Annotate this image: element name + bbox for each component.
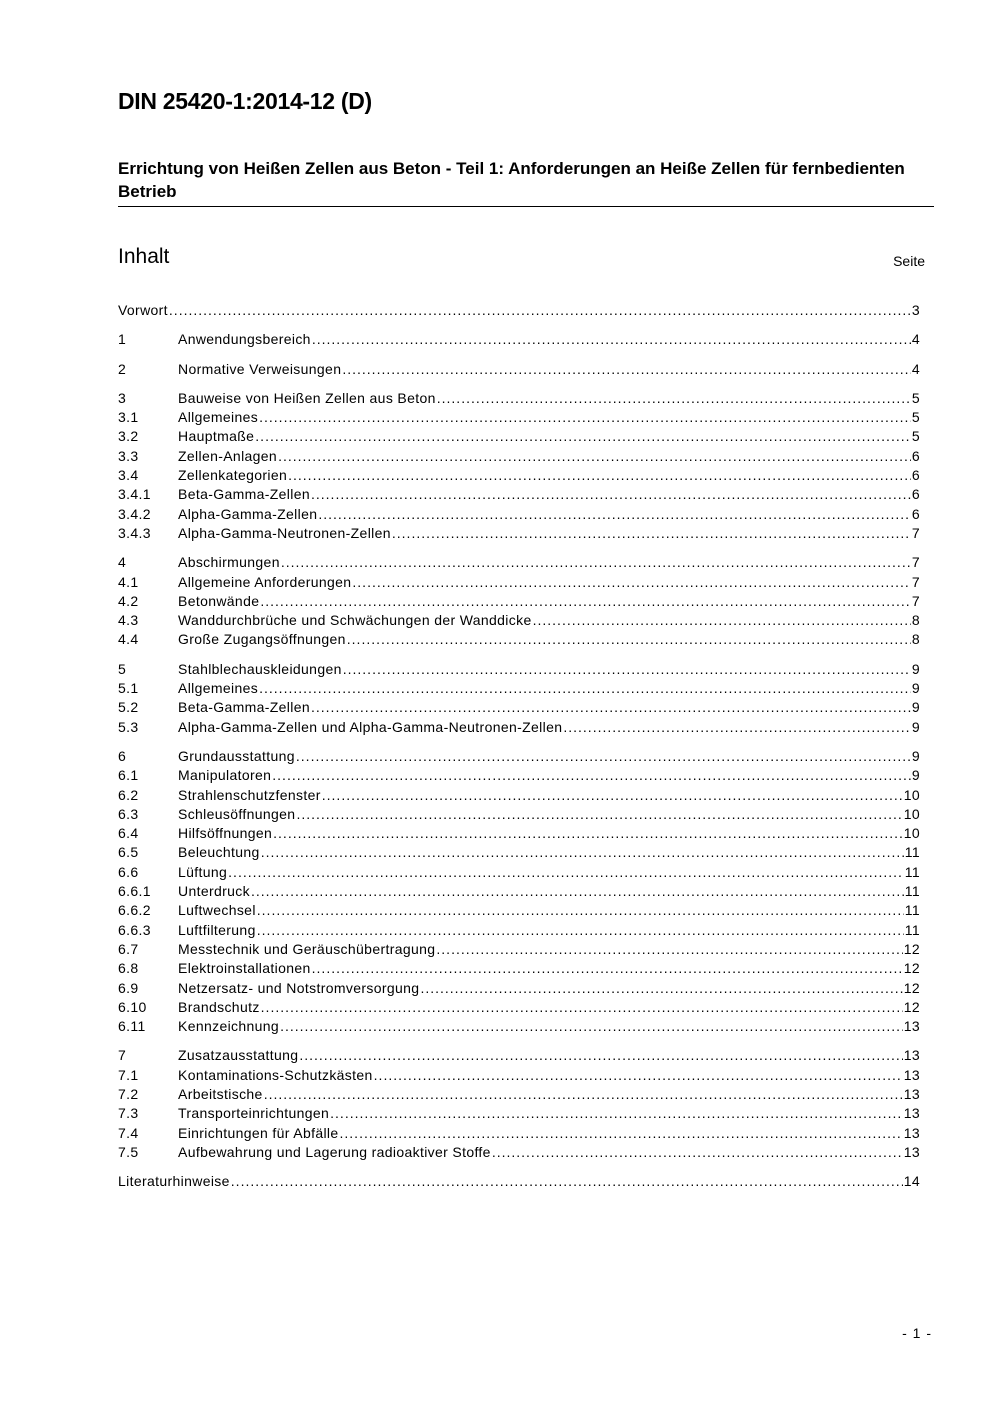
toc-dot-leader bbox=[312, 959, 903, 978]
toc-entry-label: Große Zugangsöffnungen bbox=[178, 631, 346, 648]
toc-entry-label: Allgemeines bbox=[178, 409, 259, 426]
toc-entry[interactable] bbox=[118, 979, 920, 998]
toc-entry-number: 7 bbox=[118, 1047, 127, 1064]
toc-entry[interactable] bbox=[118, 843, 920, 862]
toc-entry-number: 6 bbox=[118, 747, 127, 764]
toc-entry[interactable] bbox=[118, 863, 920, 882]
toc-entry-page: 13 bbox=[903, 1124, 920, 1141]
toc-dot-leader bbox=[259, 408, 911, 427]
toc-entry-page: 7 bbox=[911, 554, 920, 571]
toc-entry[interactable] bbox=[118, 1017, 920, 1036]
toc-entry-page: 13 bbox=[903, 1105, 920, 1122]
toc-entry[interactable] bbox=[118, 1143, 920, 1162]
toc-entry-page: 6 bbox=[911, 505, 920, 522]
toc-entry[interactable] bbox=[118, 505, 920, 524]
toc-entry[interactable] bbox=[118, 959, 920, 978]
toc-entry-label: Netzersatz- und Notstromversorgung bbox=[178, 979, 420, 996]
toc-entry[interactable] bbox=[118, 301, 920, 320]
toc-entry-label: Einrichtungen für Abfälle bbox=[178, 1124, 339, 1141]
toc-entry-label: Elektroinstallationen bbox=[178, 960, 311, 977]
toc-section-group bbox=[118, 553, 920, 649]
toc-entry-label: Transporteinrichtungen bbox=[178, 1105, 330, 1122]
toc-dot-leader bbox=[312, 330, 911, 349]
toc-entry-label: Normative Verweisungen bbox=[178, 360, 342, 377]
toc-dot-leader bbox=[342, 360, 911, 379]
toc-entry-number: 3.4 bbox=[118, 467, 139, 484]
toc-entry-page: 8 bbox=[911, 612, 920, 629]
toc-entry-label: Zellenkategorien bbox=[178, 467, 288, 484]
toc-dot-leader bbox=[322, 786, 903, 805]
toc-entry-label: Beleuchtung bbox=[178, 844, 260, 861]
toc-dot-leader bbox=[311, 698, 911, 717]
toc-entry-page: 7 bbox=[911, 573, 920, 590]
toc-entry-number: 6.2 bbox=[118, 786, 139, 803]
toc-dot-leader bbox=[264, 1085, 903, 1104]
toc-entry[interactable] bbox=[118, 408, 920, 427]
toc-entry[interactable] bbox=[118, 921, 920, 940]
toc-entry[interactable] bbox=[118, 466, 920, 485]
toc-entry-page: 7 bbox=[911, 524, 920, 541]
toc-dot-leader bbox=[280, 1017, 903, 1036]
toc-entry[interactable] bbox=[118, 447, 920, 466]
toc-dot-leader bbox=[260, 592, 911, 611]
toc-entry-page: 11 bbox=[904, 921, 920, 938]
toc-dot-leader bbox=[257, 921, 904, 940]
toc-entry-label: Beta-Gamma-Zellen bbox=[178, 486, 310, 503]
toc-entry-page: 6 bbox=[911, 467, 920, 484]
toc-entry-number: 6.5 bbox=[118, 844, 139, 861]
toc-entry-number: 4 bbox=[118, 554, 127, 571]
toc-dot-leader bbox=[352, 573, 910, 592]
toc-entry-label: Vorwort bbox=[118, 302, 168, 318]
toc-entry-page: 9 bbox=[911, 660, 920, 677]
toc-entry-page: 12 bbox=[903, 979, 920, 996]
toc-entry-number: 6.3 bbox=[118, 805, 139, 822]
toc-dot-leader bbox=[296, 805, 902, 824]
toc-entry-page: 13 bbox=[903, 1085, 920, 1102]
toc-entry-page: 4 bbox=[911, 360, 920, 377]
toc-entry-number: 2 bbox=[118, 360, 127, 377]
toc-section-group bbox=[118, 360, 920, 379]
toc-entry-number: 7.5 bbox=[118, 1143, 139, 1160]
toc-section-group bbox=[118, 660, 920, 737]
toc-entry-page: 9 bbox=[911, 699, 920, 716]
toc-entry-number: 7.1 bbox=[118, 1066, 139, 1083]
toc-entry-number: 7.2 bbox=[118, 1085, 139, 1102]
toc-dot-leader bbox=[169, 301, 911, 320]
toc-entry-number: 6.8 bbox=[118, 960, 139, 977]
toc-entry-page: 5 bbox=[911, 428, 920, 445]
toc-entry-page: 11 bbox=[904, 844, 920, 861]
toc-entry-label: Strahlenschutzfenster bbox=[178, 786, 321, 803]
toc-entry[interactable] bbox=[118, 1104, 920, 1123]
toc-dot-leader bbox=[311, 485, 911, 504]
toc-entry-number: 5.1 bbox=[118, 680, 139, 697]
toc-entry-number: 4.4 bbox=[118, 631, 139, 648]
toc-entry-page: 12 bbox=[903, 960, 920, 977]
page-column-label: Seite bbox=[893, 253, 925, 269]
toc-entry-number: 7.3 bbox=[118, 1105, 139, 1122]
toc-entry[interactable] bbox=[118, 1085, 920, 1104]
toc-entry-label: Anwendungsbereich bbox=[178, 331, 311, 348]
toc-entry-number: 3.4.2 bbox=[118, 505, 151, 522]
toc-entry-number: 6.4 bbox=[118, 825, 139, 842]
page-number: - 1 - bbox=[902, 1325, 932, 1341]
toc-entry-number: 3.4.3 bbox=[118, 524, 151, 541]
toc-entry-label: Grundausstattung bbox=[178, 747, 295, 764]
toc-dot-leader bbox=[533, 611, 911, 630]
toc-section-group bbox=[118, 1046, 920, 1162]
toc-entry-page: 11 bbox=[904, 902, 920, 919]
toc-entry-number: 5.2 bbox=[118, 699, 139, 716]
toc-entry-page: 13 bbox=[903, 1047, 920, 1064]
toc-entry[interactable] bbox=[118, 427, 920, 446]
toc-dot-leader bbox=[340, 1124, 903, 1143]
toc-entry-page: 6 bbox=[911, 447, 920, 464]
toc-entry[interactable] bbox=[118, 389, 920, 408]
toc-heading: Inhalt bbox=[118, 245, 170, 268]
toc-entry-label: Beta-Gamma-Zellen bbox=[178, 699, 310, 716]
toc-entry[interactable] bbox=[118, 698, 920, 717]
toc-entry-page: 9 bbox=[911, 680, 920, 697]
toc-entry[interactable] bbox=[118, 940, 920, 959]
toc-entry-page: 5 bbox=[911, 389, 920, 406]
toc-entry-page: 11 bbox=[904, 863, 920, 880]
table-of-contents bbox=[118, 301, 920, 1201]
toc-entry-number: 6.1 bbox=[118, 767, 139, 784]
toc-entry-page: 9 bbox=[911, 767, 920, 784]
toc-dot-leader bbox=[288, 466, 911, 485]
toc-entry-label: Hilfsöffnungen bbox=[178, 825, 273, 842]
toc-entry-number: 3.4.1 bbox=[118, 486, 151, 503]
toc-entry-label: Alpha-Gamma-Zellen bbox=[178, 505, 318, 522]
toc-entry-page: 13 bbox=[903, 1066, 920, 1083]
toc-dot-leader bbox=[259, 679, 911, 698]
toc-entry-label: Aufbewahrung und Lagerung radioaktiver Stoffe bbox=[178, 1143, 491, 1160]
toc-entry-label: Abschirmungen bbox=[178, 554, 280, 571]
toc-entry[interactable] bbox=[118, 485, 920, 504]
toc-entry[interactable] bbox=[118, 1172, 920, 1191]
toc-entry[interactable] bbox=[118, 766, 920, 785]
toc-entry-label: Unterdruck bbox=[178, 883, 250, 900]
toc-entry-page: 9 bbox=[911, 718, 920, 735]
toc-entry-label: Wanddurchbrüche und Schwächungen der Wanddicke bbox=[178, 612, 532, 629]
toc-section-group bbox=[118, 1172, 920, 1191]
toc-dot-leader bbox=[296, 747, 911, 766]
toc-entry-page: 13 bbox=[903, 1018, 920, 1035]
toc-entry-label: Bauweise von Heißen Zellen aus Beton bbox=[178, 389, 436, 406]
toc-entry[interactable] bbox=[118, 1066, 920, 1085]
toc-dot-leader bbox=[231, 1172, 903, 1191]
toc-entry[interactable] bbox=[118, 660, 920, 679]
toc-entry-page: 6 bbox=[911, 486, 920, 503]
toc-dot-leader bbox=[330, 1104, 903, 1123]
toc-entry-page: 10 bbox=[903, 805, 920, 822]
toc-entry-number: 6.11 bbox=[118, 1018, 146, 1035]
toc-entry-label: Literaturhinweise bbox=[118, 1173, 230, 1190]
toc-dot-leader bbox=[374, 1066, 903, 1085]
toc-dot-leader bbox=[272, 766, 911, 785]
toc-entry[interactable] bbox=[118, 824, 920, 843]
toc-entry-label: Alpha-Gamma-Zellen und Alpha-Gamma-Neutronen-Zellen bbox=[178, 718, 563, 735]
document-subtitle: Errichtung von Heißen Zellen aus Beton - Teil 1: Anforderungen an Heiße Zellen für fernbedienten Betrieb bbox=[118, 159, 905, 201]
toc-dot-leader bbox=[299, 1046, 902, 1065]
toc-dot-leader bbox=[343, 660, 911, 679]
toc-dot-leader bbox=[436, 940, 902, 959]
toc-entry[interactable] bbox=[118, 573, 920, 592]
toc-entry-page: 12 bbox=[903, 998, 920, 1015]
toc-entry[interactable] bbox=[118, 592, 920, 611]
toc-dot-leader bbox=[347, 630, 911, 649]
toc-entry[interactable] bbox=[118, 1124, 920, 1143]
toc-entry-label: Messtechnik und Geräuschübertragung bbox=[178, 940, 436, 957]
toc-entry[interactable] bbox=[118, 998, 920, 1017]
toc-entry-label: Zusatzausstattung bbox=[178, 1047, 299, 1064]
toc-dot-leader bbox=[261, 843, 904, 862]
toc-entry-page: 3 bbox=[911, 302, 920, 318]
title-divider bbox=[118, 206, 934, 207]
toc-entry-label: Stahlblechauskleidungen bbox=[178, 660, 342, 677]
toc-entry-number: 4.2 bbox=[118, 592, 139, 609]
toc-section-group bbox=[118, 747, 920, 1036]
toc-dot-leader bbox=[420, 979, 902, 998]
toc-dot-leader bbox=[392, 524, 911, 543]
toc-entry-page: 4 bbox=[911, 331, 920, 348]
toc-entry-label: Kennzeichnung bbox=[178, 1018, 280, 1035]
toc-dot-leader bbox=[261, 998, 903, 1017]
toc-entry-number: 6.10 bbox=[118, 998, 147, 1015]
toc-entry-page: 10 bbox=[903, 825, 920, 842]
toc-entry[interactable] bbox=[118, 611, 920, 630]
toc-dot-leader bbox=[281, 553, 911, 572]
toc-entry-number: 3.3 bbox=[118, 447, 139, 464]
toc-entry-page: 8 bbox=[911, 631, 920, 648]
toc-entry-page: 5 bbox=[911, 409, 920, 426]
toc-entry[interactable] bbox=[118, 524, 920, 543]
toc-entry-number: 6.7 bbox=[118, 940, 139, 957]
toc-entry-number: 6.6.3 bbox=[118, 921, 151, 938]
toc-entry-number: 3 bbox=[118, 389, 127, 406]
toc-entry-label: Allgemeines bbox=[178, 680, 259, 697]
toc-entry-label: Luftfilterung bbox=[178, 921, 256, 938]
toc-entry-number: 6.6.2 bbox=[118, 902, 151, 919]
toc-entry-number: 5.3 bbox=[118, 718, 139, 735]
toc-entry[interactable] bbox=[118, 630, 920, 649]
toc-entry-page: 10 bbox=[903, 786, 920, 803]
toc-entry-label: Arbeitstische bbox=[178, 1085, 263, 1102]
toc-entry[interactable] bbox=[118, 1046, 920, 1065]
toc-entry[interactable] bbox=[118, 553, 920, 572]
toc-entry-number: 5 bbox=[118, 660, 127, 677]
toc-entry-label: Brandschutz bbox=[178, 998, 260, 1015]
toc-entry-number: 6.6 bbox=[118, 863, 139, 880]
toc-section-group bbox=[118, 389, 920, 543]
toc-entry-number: 3.1 bbox=[118, 409, 139, 426]
toc-entry-label: Zellen-Anlagen bbox=[178, 447, 278, 464]
toc-entry[interactable] bbox=[118, 882, 920, 901]
toc-entry[interactable] bbox=[118, 360, 920, 379]
toc-entry[interactable] bbox=[118, 679, 920, 698]
document-title: DIN 25420-1:2014-12 (D) bbox=[118, 88, 372, 114]
toc-section-group bbox=[118, 330, 920, 349]
toc-entry[interactable] bbox=[118, 718, 920, 737]
toc-entry[interactable] bbox=[118, 747, 920, 766]
toc-entry-label: Alpha-Gamma-Neutronen-Zellen bbox=[178, 524, 391, 541]
toc-entry-label: Luftwechsel bbox=[178, 902, 256, 919]
toc-dot-leader bbox=[255, 427, 911, 446]
toc-dot-leader bbox=[492, 1143, 903, 1162]
toc-entry-number: 6.9 bbox=[118, 979, 139, 996]
toc-entry[interactable] bbox=[118, 901, 920, 920]
toc-dot-leader bbox=[278, 447, 911, 466]
toc-entry-label: Hauptmaße bbox=[178, 428, 255, 445]
toc-dot-leader bbox=[251, 882, 904, 901]
toc-entry-number: 7.4 bbox=[118, 1124, 139, 1141]
toc-entry-page: 13 bbox=[903, 1143, 920, 1160]
toc-entry-page: 12 bbox=[903, 940, 920, 957]
toc-entry[interactable] bbox=[118, 330, 920, 349]
toc-entry[interactable] bbox=[118, 805, 920, 824]
toc-entry-number: 4.1 bbox=[118, 573, 139, 590]
toc-entry-label: Allgemeine Anforderungen bbox=[178, 573, 352, 590]
toc-entry-label: Betonwände bbox=[178, 592, 260, 609]
toc-entry-page: 9 bbox=[911, 747, 920, 764]
toc-entry-number: 4.3 bbox=[118, 612, 139, 629]
toc-dot-leader bbox=[228, 863, 904, 882]
toc-dot-leader bbox=[437, 389, 911, 408]
toc-entry[interactable] bbox=[118, 786, 920, 805]
toc-entry-page: 11 bbox=[904, 883, 920, 900]
toc-entry-label: Schleusöffnungen bbox=[178, 805, 296, 822]
toc-entry-number: 1 bbox=[118, 331, 127, 348]
toc-entry-number: 6.6.1 bbox=[118, 883, 151, 900]
toc-section-group bbox=[118, 301, 920, 320]
toc-dot-leader bbox=[318, 505, 911, 524]
toc-entry-label: Lüftung bbox=[178, 863, 228, 880]
toc-dot-leader bbox=[563, 718, 911, 737]
toc-dot-leader bbox=[257, 901, 904, 920]
toc-entry-page: 14 bbox=[903, 1173, 920, 1190]
toc-entry-page: 7 bbox=[911, 592, 920, 609]
toc-entry-number: 3.2 bbox=[118, 428, 139, 445]
toc-entry-label: Manipulatoren bbox=[178, 767, 272, 784]
toc-dot-leader bbox=[273, 824, 903, 843]
toc-entry-label: Kontaminations-Schutzkästen bbox=[178, 1066, 373, 1083]
